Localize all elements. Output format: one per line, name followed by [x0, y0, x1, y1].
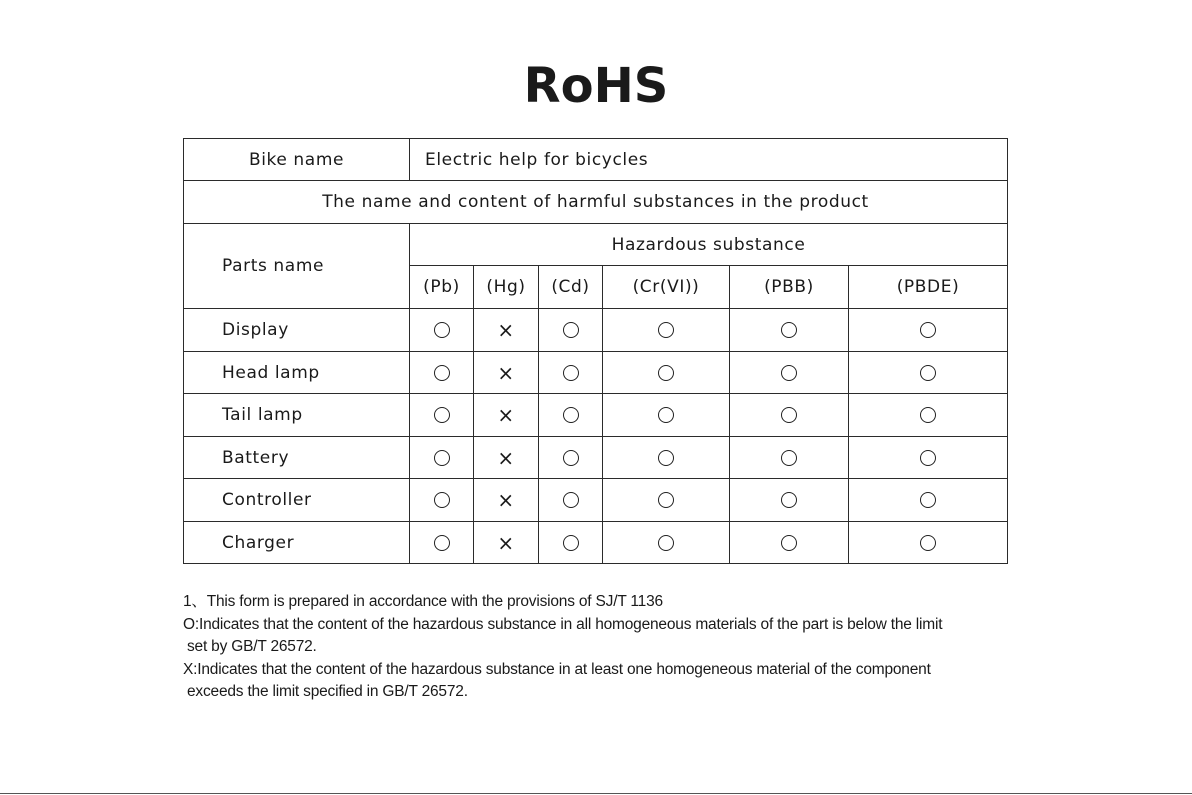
substance-cell: [849, 437, 1008, 479]
circle-mark-icon: [920, 535, 936, 551]
substance-cell: [474, 479, 539, 522]
part-name: Battery: [184, 437, 410, 479]
table-row: [184, 479, 1008, 522]
substance-cell: [849, 394, 1008, 437]
section-heading-row: [184, 181, 1008, 224]
substance-cell: [603, 479, 730, 522]
circle-mark-icon: [658, 450, 674, 466]
note-line: exceeds the limit specified in GB/T 26572.: [187, 683, 468, 701]
table-row: [184, 394, 1008, 437]
bottom-divider: [0, 793, 1192, 794]
circle-mark-icon: [781, 450, 797, 466]
circle-mark-icon: [781, 492, 797, 508]
circle-mark-icon: [658, 407, 674, 423]
cross-mark-icon: ×: [497, 318, 515, 342]
substance-cell: [474, 394, 539, 437]
substance-cell: [603, 437, 730, 479]
substance-header: (Cr(VI)): [603, 266, 730, 309]
circle-mark-icon: [563, 535, 579, 551]
circle-mark-icon: [658, 322, 674, 338]
substance-cell: [410, 394, 474, 437]
notes: [183, 591, 1043, 704]
cross-mark-icon: ×: [497, 530, 515, 555]
note-line: X:Indicates that the content of the hazardous substance in at least one homogeneous material of the component: [183, 660, 931, 678]
substance-cell: [603, 309, 730, 352]
table-row: [184, 437, 1008, 479]
part-name: Display: [184, 309, 410, 352]
page-title: RoHS: [523, 58, 669, 114]
substance-cell: [603, 352, 730, 394]
substance-header: (Hg): [474, 266, 539, 309]
circle-mark-icon: [434, 407, 450, 423]
substance-cell: [849, 352, 1008, 394]
part-name: Tail lamp: [184, 394, 410, 437]
circle-mark-icon: [434, 322, 450, 338]
circle-mark-icon: [563, 407, 579, 423]
circle-mark-icon: [781, 407, 797, 423]
circle-mark-icon: [434, 450, 450, 466]
hazardous-heading-row: [184, 224, 1008, 266]
substance-header: (PBB): [730, 266, 849, 309]
substance-cell: [474, 522, 539, 564]
circle-mark-icon: [563, 492, 579, 508]
substance-cell: [730, 394, 849, 437]
cross-mark-icon: ×: [497, 360, 515, 385]
circle-mark-icon: [920, 492, 936, 508]
substance-cell: [410, 437, 474, 479]
circle-mark-icon: [563, 450, 579, 466]
bike-name-value: Electric help for bicycles: [410, 139, 1008, 181]
substance-cell: [539, 309, 603, 352]
substance-cell: [539, 522, 603, 564]
substance-cell: [849, 479, 1008, 522]
substance-cell: [603, 522, 730, 564]
substance-cell: [730, 352, 849, 394]
substance-cell: [730, 309, 849, 352]
circle-mark-icon: [781, 535, 797, 551]
circle-mark-icon: [658, 365, 674, 381]
section-heading: The name and content of harmful substances in the product: [184, 181, 1008, 224]
circle-mark-icon: [920, 407, 936, 423]
circle-mark-icon: [563, 322, 579, 338]
table-row: [184, 352, 1008, 394]
parts-name-label: Parts name: [184, 224, 410, 309]
part-name: Head lamp: [184, 352, 410, 394]
substance-cell: [730, 479, 849, 522]
circle-mark-icon: [781, 322, 797, 338]
circle-mark-icon: [434, 365, 450, 381]
substance-cell: [410, 309, 474, 352]
substance-cell: [539, 437, 603, 479]
substance-cell: [474, 352, 539, 394]
circle-mark-icon: [434, 535, 450, 551]
circle-mark-icon: [658, 535, 674, 551]
substance-cell: [474, 309, 539, 352]
hazardous-heading: Hazardous substance: [410, 224, 1008, 266]
substance-cell: [849, 522, 1008, 564]
note-line: set by GB/T 26572.: [187, 638, 317, 656]
substance-cell: [730, 522, 849, 564]
substance-cell: [410, 479, 474, 522]
substance-cell: [539, 352, 603, 394]
circle-mark-icon: [563, 365, 579, 381]
bike-name-label: Bike name: [184, 139, 410, 181]
substance-header: (PBDE): [849, 266, 1008, 309]
circle-mark-icon: [920, 450, 936, 466]
table-row: [184, 309, 1008, 352]
parts-body: [184, 309, 1008, 564]
substance-cell: [410, 352, 474, 394]
circle-mark-icon: [920, 365, 936, 381]
rohs-table: [183, 138, 1008, 564]
substance-header: (Pb): [410, 266, 474, 309]
cross-mark-icon: ×: [497, 445, 515, 470]
substance-header: (Cd): [539, 266, 603, 309]
circle-mark-icon: [920, 322, 936, 338]
substance-cell: [603, 394, 730, 437]
cross-mark-icon: ×: [497, 488, 515, 512]
substance-cell: [849, 309, 1008, 352]
cross-mark-icon: ×: [497, 403, 515, 427]
substance-cell: [730, 437, 849, 479]
substance-cell: [410, 522, 474, 564]
part-name: Charger: [184, 522, 410, 564]
circle-mark-icon: [658, 492, 674, 508]
bike-name-row: [184, 139, 1008, 181]
note-line: O:Indicates that the content of the hazardous substance in all homogeneous materials of the part is below the limit: [183, 615, 943, 633]
note-line: 1、This form is prepared in accordance with the provisions of SJ/T 1136: [183, 593, 663, 610]
part-name: Controller: [184, 479, 410, 522]
table-row: [184, 522, 1008, 564]
substance-cell: [539, 479, 603, 522]
substance-cell: [539, 394, 603, 437]
circle-mark-icon: [434, 492, 450, 508]
substance-cell: [474, 437, 539, 479]
circle-mark-icon: [781, 365, 797, 381]
